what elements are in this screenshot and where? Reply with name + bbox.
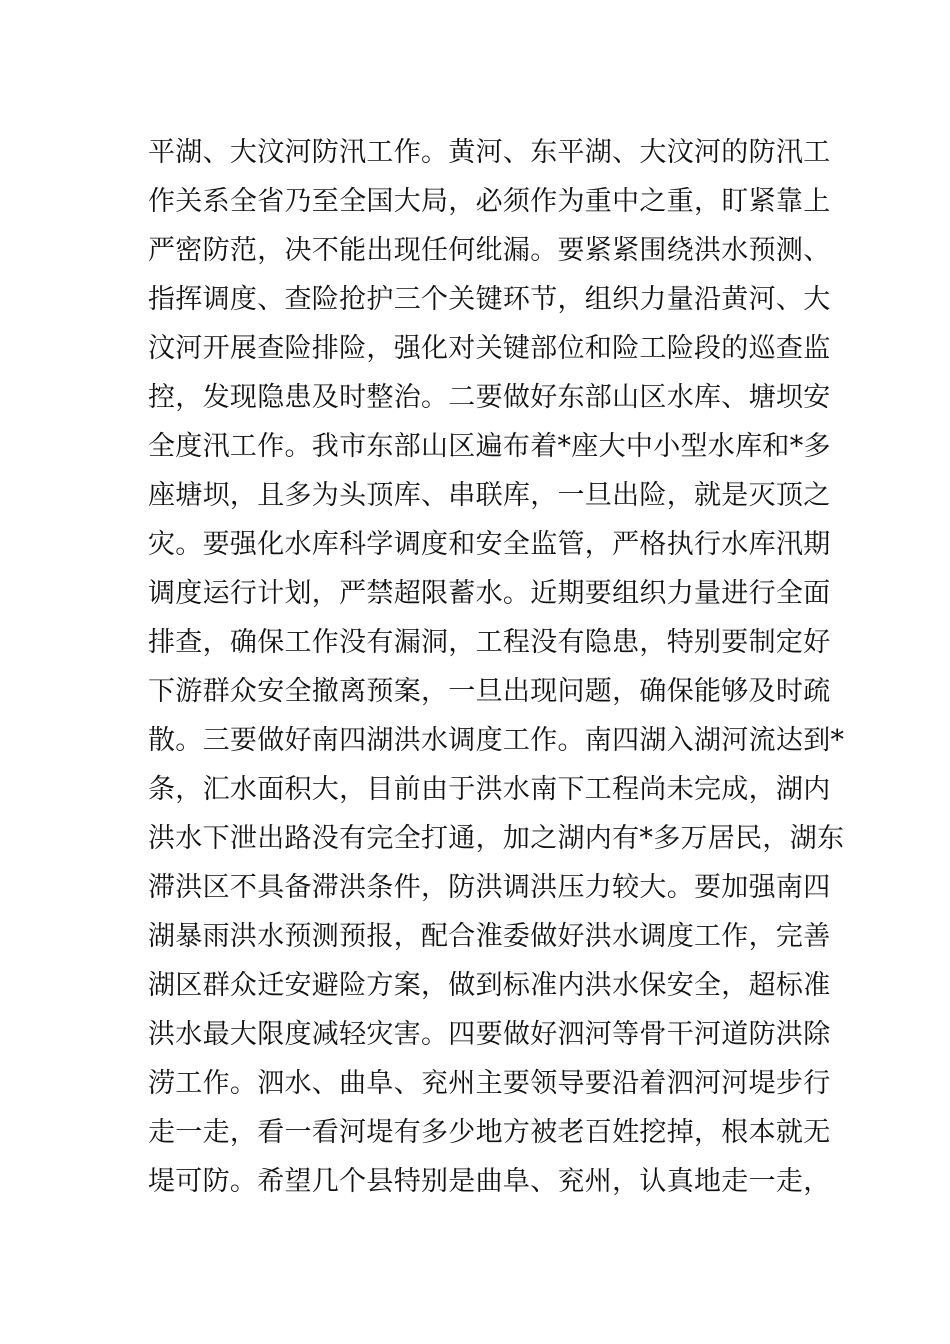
text-line: 散。三要做好南四湖洪水调度工作。南四湖入湖河流达到*	[148, 725, 845, 756]
text-line: 全度汛工作。我市东部山区遍布着*座大中小型水库和*多	[148, 431, 831, 462]
text-line: 平湖、大汶河防汛工作。黄河、东平湖、大汶河的防汛工	[148, 137, 831, 168]
text-line: 排查，确保工作没有漏洞，工程没有隐患，特别要制定好	[148, 627, 831, 658]
text-line: 下游群众安全撤离预案，一旦出现问题，确保能够及时疏	[148, 676, 831, 707]
text-line: 涝工作。泗水、曲阜、兖州主要领导要沿着泗河河堤步行	[148, 1068, 831, 1099]
text-line: 堤可防。希望几个县特别是曲阜、兖州，认真地走一走，	[148, 1166, 831, 1197]
text-line: 灾。要强化水库科学调度和安全监管，严格执行水库汛期	[148, 529, 831, 560]
text-line: 洪水最大限度减轻灾害。四要做好泗河等骨干河道防洪除	[148, 1019, 831, 1050]
text-line: 湖区群众迁安避险方案，做到标准内洪水保安全，超标准	[148, 970, 831, 1001]
text-line: 指挥调度、查险抢护三个关键环节，组织力量沿黄河、大	[148, 284, 831, 315]
text-line: 走一走，看一看河堤有多少地方被老百姓挖掉，根本就无	[148, 1117, 831, 1148]
text-line: 严密防范，决不能出现任何纰漏。要紧紧围绕洪水预测、	[148, 235, 831, 266]
text-line: 汶河开展查险排险，强化对关键部位和险工险段的巡查监	[148, 333, 831, 364]
text-line: 座塘坝，且多为头顶库、串联库，一旦出险，就是灭顶之	[148, 480, 831, 511]
text-line: 条，汇水面积大，目前由于洪水南下工程尚未完成，湖内	[148, 774, 831, 805]
text-line: 湖暴雨洪水预测预报，配合淮委做好洪水调度工作，完善	[148, 921, 831, 952]
text-line: 洪水下泄出路没有完全打通，加之湖内有*多万居民，湖东	[148, 823, 845, 854]
text-line: 作关系全省乃至全国大局，必须作为重中之重，盯紧靠上	[148, 186, 831, 217]
text-line: 调度运行计划，严禁超限蓄水。近期要组织力量进行全面	[148, 578, 831, 609]
text-line: 控，发现隐患及时整治。二要做好东部山区水库、塘坝安	[148, 382, 831, 413]
text-line: 滞洪区不具备滞洪条件，防洪调洪压力较大。要加强南四	[148, 872, 831, 903]
body-text	[148, 128, 845, 1206]
